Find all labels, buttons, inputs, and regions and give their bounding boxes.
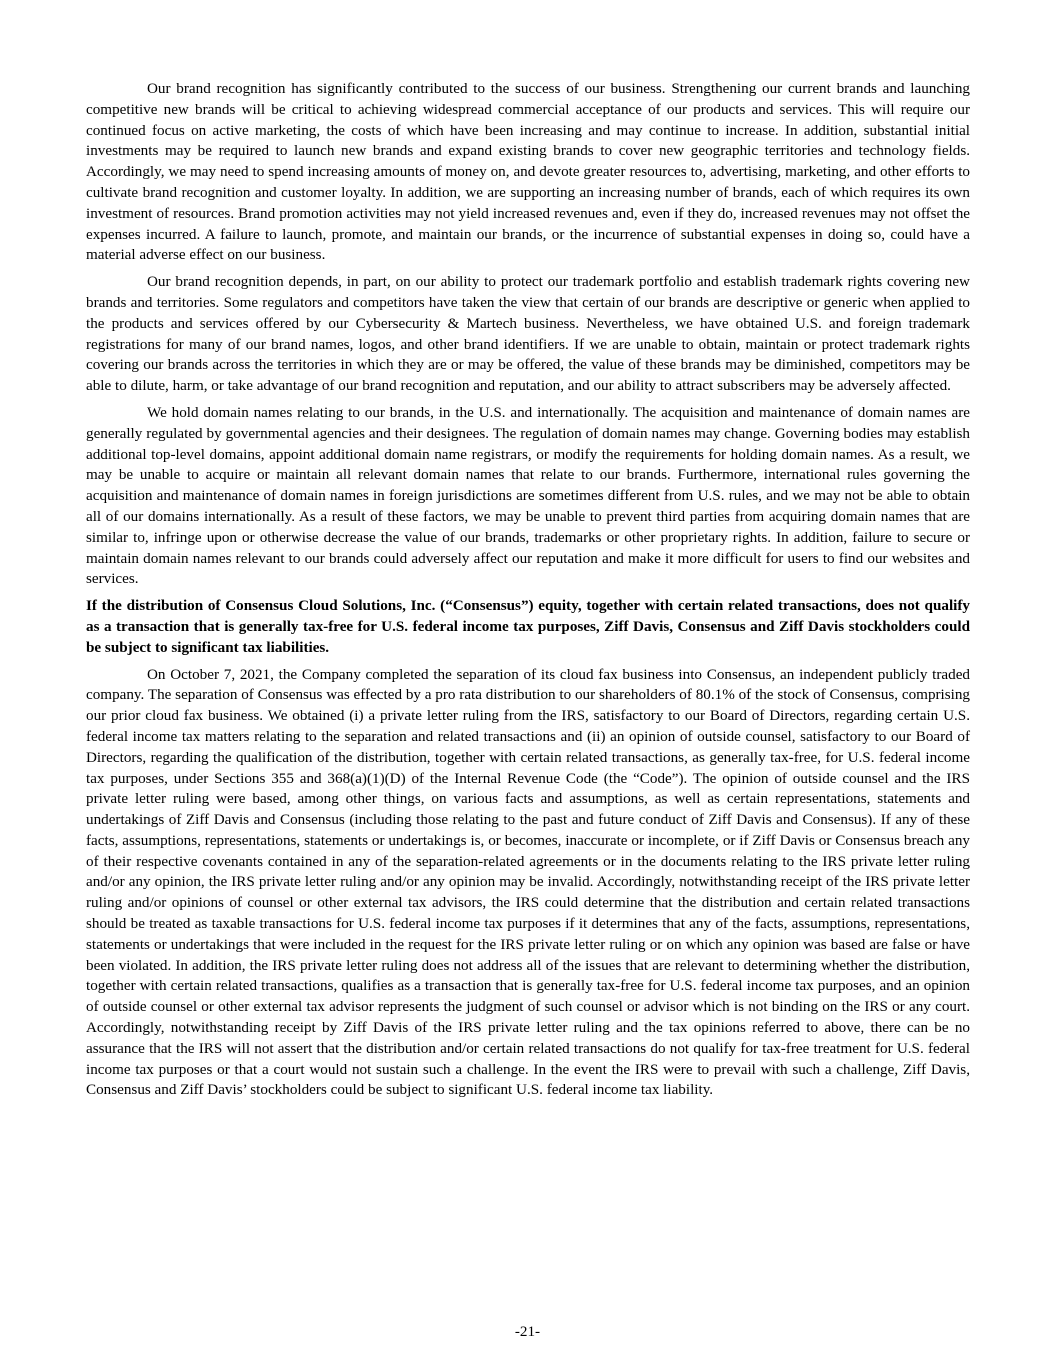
paragraph-consensus-separation: On October 7, 2021, the Company completed the separation of its cloud fax business into Consensus, an independent publicly traded company. The separation of Consensus was effected by a pro rata distribution to our shareholders of 80.1% of the stock of Consensus, comprising our prior cloud fax business. We obtained (i) a private letter ruling from the IRS, satisfactory to our Board of Directors, regarding certain U.S. federal income tax matters relating to the separation and related transactions and (ii) an opinion of outside counsel, satisfactory to our Board of Directors, regarding the qualification of the distribution, together with certain related transactions, as generally tax-free, for U.S. federal income tax purposes, under Sections 355 and 368(a)(1)(D) of the Internal Revenue Code (the “Code”). The opinion of outside counsel and the IRS private letter ruling were based, among other things, on various facts and assumptions, as well as certain representations, statements and undertakings of Ziff Davis and Consensus (including those relating to the past and future conduct of Ziff Davis and Consensus). If any of these facts, assumptions, representations, statements or undertakings is, or becomes, inaccurate or incomplete, or if Ziff Davis or Consensus breach any of their respective covenants contained in any of the separation-related agreements or in the documents relating to the IRS private letter ruling and/or any opinion, the IRS private letter ruling and/or any opinion may be invalid. Accordingly, notwithstanding receipt of the IRS private letter ruling and/or opinions of counsel or other external tax advisors, the IRS could determine that the distribution and certain related transactions should be treated as taxable transactions for U.S. federal income tax purposes if it determines that any of the facts, assumptions, representations, statements or undertakings that were included in the request for the IRS private letter ruling or on which any opinion was based are false or have been violated. In addition, the IRS private letter ruling does not address all of the issues that are relevant to determining whether the distribution, together with certain related transactions, qualifies as a transaction that is generally tax-free for U.S. federal income tax purposes, and an opinion of outside counsel or other external tax advisor represents the judgment of such counsel or advisor which is not binding on the IRS or any court. Accordingly, notwithstanding receipt by Ziff Davis of the IRS private letter ruling and the tax opinions referred to above, there can be no assurance that the IRS will not assert that the distribution and/or certain related transactions do not qualify for tax-free treatment for U.S. federal income tax purposes or that a court would not sustain such a challenge. In the event the IRS were to prevail with such a challenge, Ziff Davis, Consensus and Ziff Davis’ stockholders could be subject to significant U.S. federal income tax liability.	[86, 665, 970, 1099]
paragraph-brand-recognition: Our brand recognition has significantly contributed to the success of our business. Strengthening our current brands and launching competitive new brands will be critical to achieving widespread commercial acceptance of our products and services. This will require our continued focus on active marketing, the costs of which have been increasing and may continue to increase. In addition, substantial initial investments may be required to launch new brands and expand existing brands to cover new geographic territories and technology fields. Accordingly, we may need to spend increasing amounts of money on, and devote greater resources to, advertising, marketing, and other efforts to cultivate brand recognition and customer loyalty. In addition, we are supporting an increasing number of brands, each of which requires its own investment of resources. Brand promotion activities may not yield increased revenues and, even if they do, increased revenues may not offset the expenses incurred. A failure to launch, promote, and maintain our brands, or the incurrence of substantial expenses in doing so, could have a material adverse effect on our business.	[86, 80, 970, 264]
paragraph-trademark-rights: Our brand recognition depends, in part, on our ability to protect our trademark portfolio and establish trademark rights covering new brands and territories. Some regulators and competitors have taken the view that certain of our brands are descriptive or generic when applied to the products and services offered by our Cybersecurity & Martech business. Nevertheless, we have obtained U.S. and foreign trademark registrations for many of our brand names, logos, and other brand identifiers. If we are unable to obtain, maintain or protect trademark rights covering our brands across the territories in which they are or may be offered, the value of these brands may be diminished, competitors may be able to dilute, harm, or take advantage of our brand recognition and reputation, and our ability to attract subscribers may be adversely affected.	[86, 273, 970, 395]
paragraph-domain-names: We hold domain names relating to our brands, in the U.S. and internationally. The acquisition and maintenance of domain names are generally regulated by governmental agencies and their designees. The regulation of domain names may change. Governing bodies may establish additional top-level domains, appoint additional domain name registrars, or modify the requirements for holding domain names. As a result, we may be unable to acquire or maintain all relevant domain names that relate to our brands. Furthermore, international rules governing the acquisition and maintenance of domain names in foreign jurisdictions are sometimes different from U.S. rules, and we may not be able to obtain all of our domains internationally. As a result of these factors, we may be unable to prevent third parties from acquiring domain names that are similar to, infringe upon or otherwise decrease the value of our brands, trademarks or other proprietary rights. In addition, failure to secure or maintain domain names relevant to our brands could adversely affect our reputation and make it more difficult for users to find our websites and services.	[86, 403, 970, 588]
risk-factor-heading: If the distribution of Consensus Cloud Solutions, Inc. (“Consensus”) equity, together with certain related transactions, does not qualify as a transaction that is generally tax-free for U.S. federal income tax purposes, Ziff Davis, Consensus and Ziff Davis stockholders could be subject to significant tax liabilities.	[86, 597, 970, 656]
document-body	[86, 79, 970, 1107]
page-number: -21-	[514, 1323, 541, 1340]
